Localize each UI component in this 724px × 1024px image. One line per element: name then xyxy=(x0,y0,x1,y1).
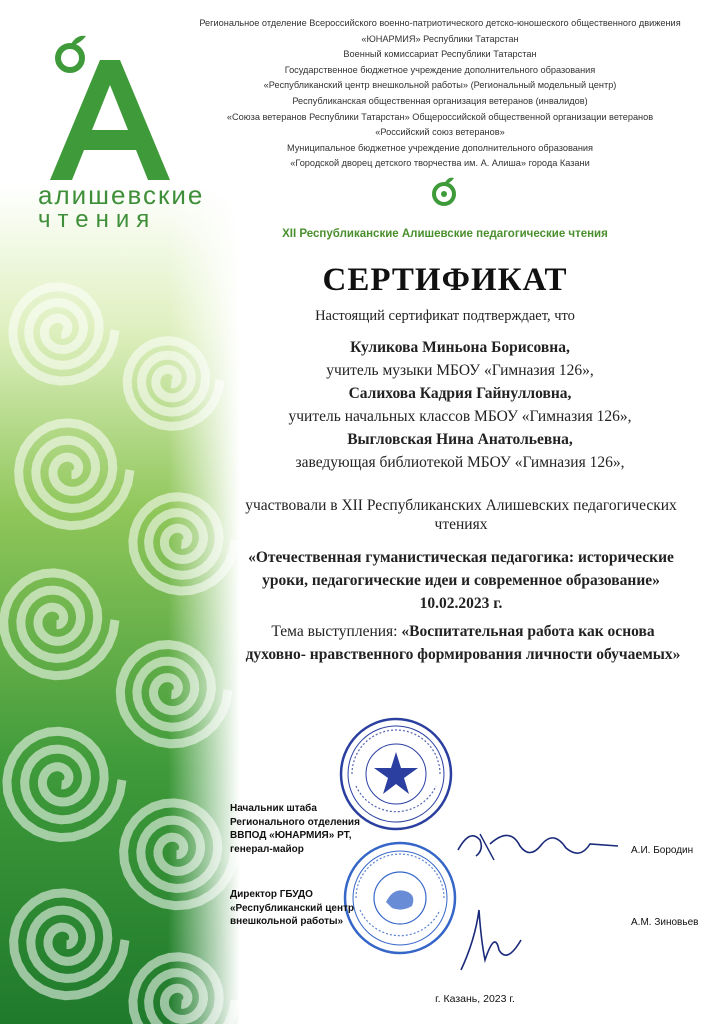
confirm-text: Настоящий сертификат подтверждает, что xyxy=(315,308,575,324)
recipient-name: Салихова Кадрия Гайнулловна, xyxy=(348,385,572,402)
logo-text-line1: алишевские xyxy=(38,180,205,210)
signature-borodin-icon xyxy=(450,820,620,870)
recipient-role: заведующая библиотекой МБОУ «Гимназия 126», xyxy=(295,454,625,471)
signatory-title-line: Регионального отделения xyxy=(230,816,360,828)
organizer-line: «ЮНАРМИЯ» Республики Татарстан xyxy=(361,33,519,44)
logo-text-line2: чтения xyxy=(38,206,157,233)
organizer-line: «Союза ветеранов Республики Татарстан» Общероссийской общественной организации ветеранов xyxy=(226,111,654,122)
recipient-name: Куликова Миньона Борисовна, xyxy=(350,339,570,356)
director-title xyxy=(230,888,370,929)
topic-label: Тема выступления: xyxy=(271,623,398,640)
signatory-title-line: Начальник штаба xyxy=(230,803,317,814)
organizer-line: Государственное бюджетное учреждение дополнительного образования xyxy=(284,64,596,75)
signature-zinoviev-icon xyxy=(455,900,525,980)
participation-line: участвовали в XII Республиканских Алишевских педагогических xyxy=(245,497,677,514)
small-apple-emblem-icon xyxy=(430,174,458,208)
recipients-list xyxy=(230,336,690,474)
organizer-line: «Городской дворец детского творчества им. А. Алиша» города Казани xyxy=(290,158,590,169)
place-and-year: г. Казань, 2023 г. xyxy=(435,993,515,1005)
presentation-topic xyxy=(218,620,708,666)
organizer-line: Региональное отделение Всероссийского военно-патриотического детско-юношеского общественного движения xyxy=(199,18,681,28)
signatory-title-line: ВВПОД «ЮНАРМИЯ» РТ, xyxy=(230,830,352,841)
participation-text xyxy=(218,496,704,534)
conference-title xyxy=(218,546,704,615)
organizer-line: «Республиканский центр внешкольной работы» (Региональный модельный центр) xyxy=(263,80,617,91)
head-of-staff-name: А.И. Бородин xyxy=(631,845,694,856)
conference-line: «Отечественная гуманистическая педагогика: исторические xyxy=(248,549,674,566)
director-name: А.М. Зиновьев xyxy=(631,917,699,928)
organizer-line: Муниципальное бюджетное учреждение дополнительного образования xyxy=(286,142,594,153)
organizers-header xyxy=(170,16,710,172)
conference-line: уроки, педагогические идеи и современное образование» xyxy=(262,572,660,589)
organizer-line: Военный комиссариат Республики Татарстан xyxy=(343,49,537,60)
recipient-role: учитель музыки МБОУ «Гимназия 126», xyxy=(326,362,594,379)
recipient-role: учитель начальных классов МБОУ «Гимназия 126», xyxy=(288,408,632,425)
recipient-name: Выгловская Нина Анатольевна, xyxy=(347,431,573,448)
topic-line: «Воспитательная работа как основа xyxy=(401,623,655,640)
certificate-title: СЕРТИФИКАТ xyxy=(322,262,568,298)
organizer-line: Республиканская общественная организация ветеранов (инвалидов) xyxy=(292,95,588,106)
conference-date: 10.02.2023 г. xyxy=(419,595,503,612)
signatory-title-line: «Республиканский центр xyxy=(230,902,355,914)
head-of-staff-title xyxy=(230,802,370,856)
signatory-title-line: генерал-майор xyxy=(230,843,304,855)
signatory-title-line: внешкольной работы» xyxy=(230,916,344,927)
topic-line: духовно- нравственного формирования личности обучаемых» xyxy=(245,646,681,663)
organizer-line: «Российский союз ветеранов» xyxy=(375,127,505,138)
signatory-title-line: Директор ГБУДО xyxy=(230,889,313,900)
event-title: XII Республиканские Алишевские педагогические чтения xyxy=(282,228,608,240)
participation-line: чтениях xyxy=(434,516,488,533)
